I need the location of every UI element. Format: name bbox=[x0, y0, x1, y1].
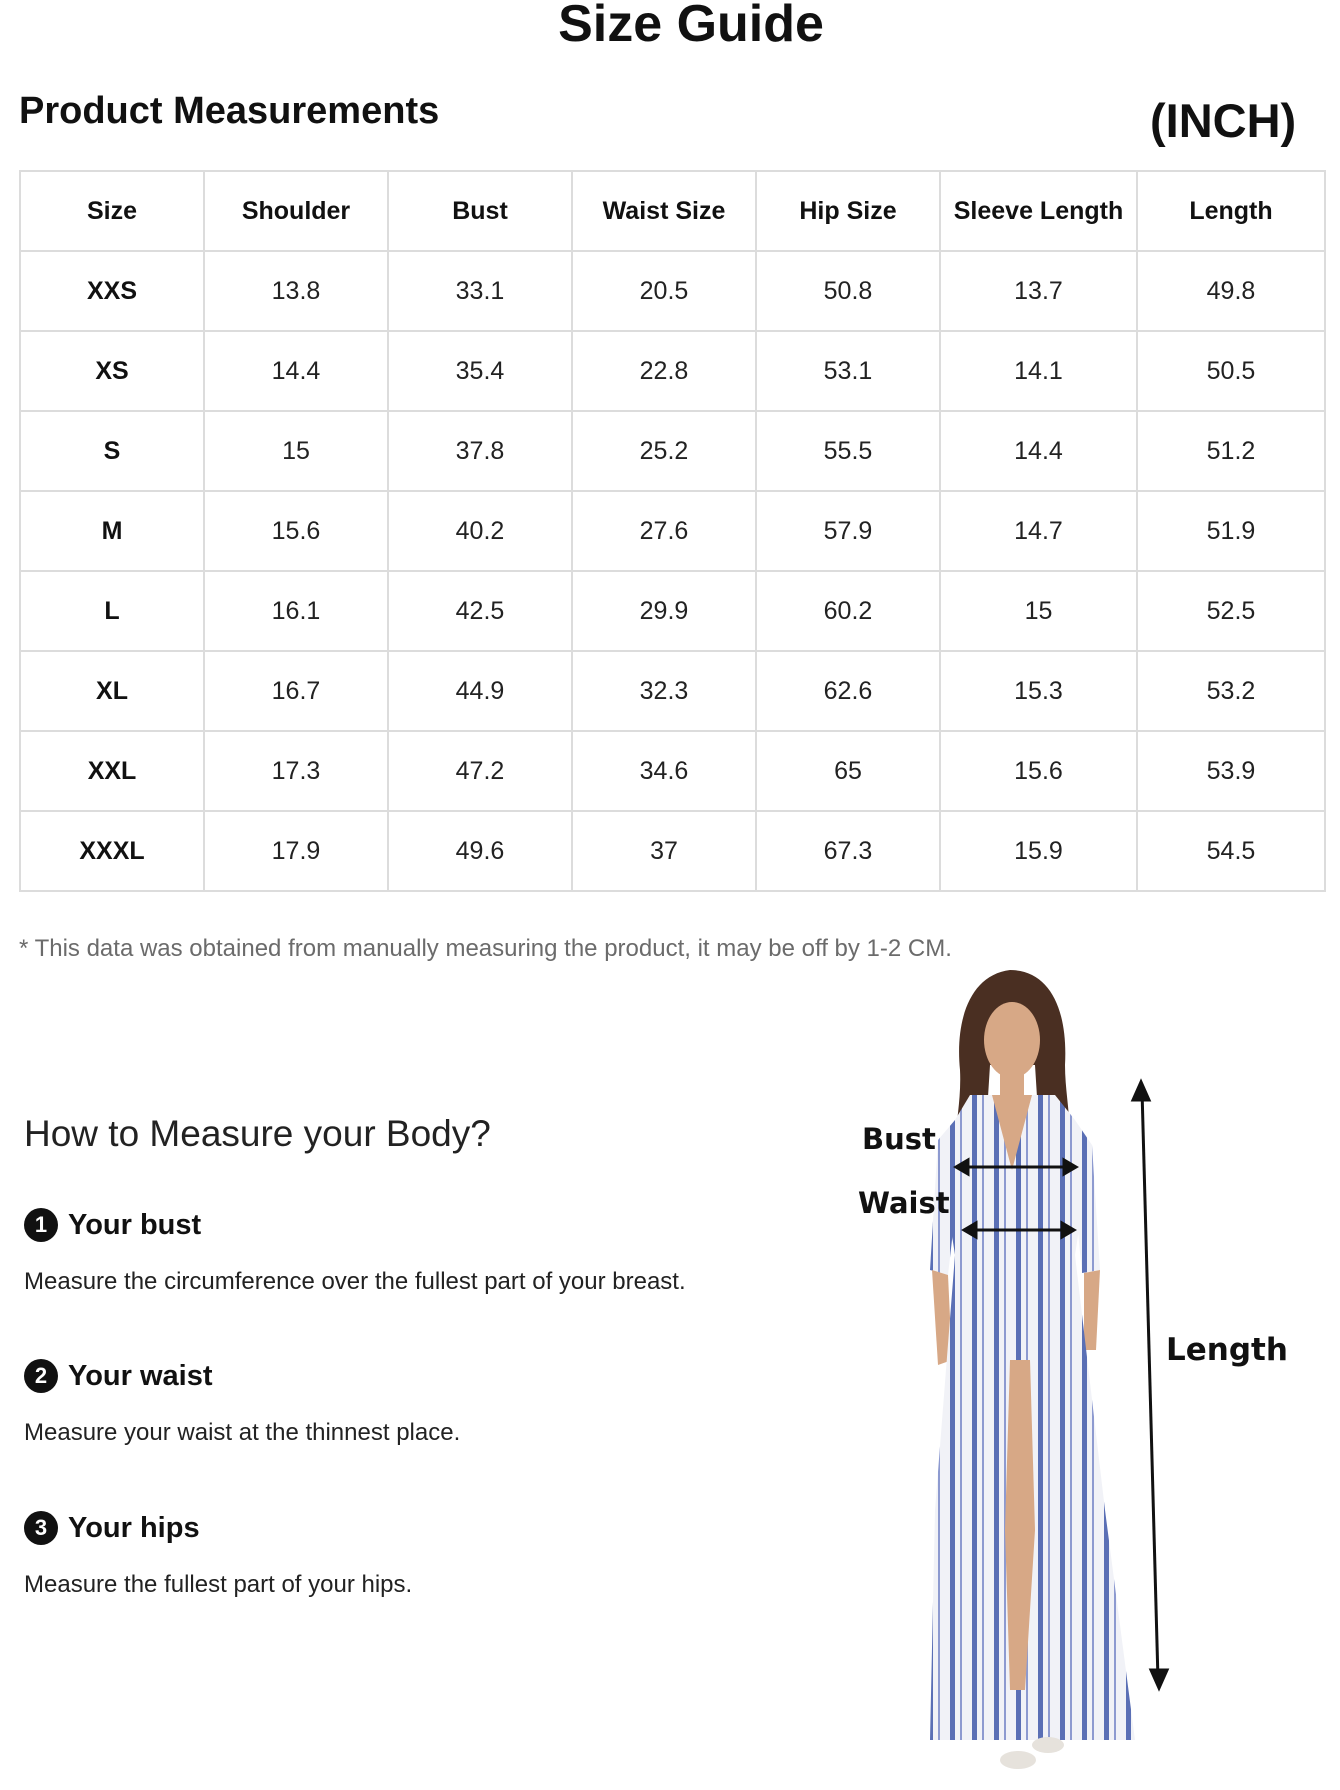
measurement-cell: 17.3 bbox=[204, 731, 388, 811]
table-row bbox=[20, 731, 1325, 811]
measurement-cell: 14.7 bbox=[940, 491, 1137, 571]
section-title: Product Measurements bbox=[19, 90, 440, 132]
model-figure bbox=[860, 970, 1320, 1785]
waist-label: Waist bbox=[858, 1186, 950, 1220]
step-title-text: Your bust bbox=[68, 1208, 202, 1241]
measurement-cell: 14.1 bbox=[940, 331, 1137, 411]
measurement-cell: 15.3 bbox=[940, 651, 1137, 731]
size-cell: XS bbox=[20, 331, 204, 411]
measurement-cell: 65 bbox=[756, 731, 940, 811]
model-illustration bbox=[860, 970, 1320, 1785]
page-title: Size Guide bbox=[558, 0, 824, 53]
size-cell: XXL bbox=[20, 731, 204, 811]
measurement-cell: 57.9 bbox=[756, 491, 940, 571]
measurement-cell: 33.1 bbox=[388, 251, 572, 331]
table-row bbox=[20, 571, 1325, 651]
measurement-cell: 51.9 bbox=[1137, 491, 1325, 571]
step-hips bbox=[24, 1511, 412, 1599]
table-row bbox=[20, 491, 1325, 571]
shoe-shape-2 bbox=[1032, 1737, 1064, 1753]
measurement-cell: 34.6 bbox=[572, 731, 756, 811]
measurement-cell: 52.5 bbox=[1137, 571, 1325, 651]
size-table bbox=[19, 170, 1326, 892]
measurement-cell: 16.1 bbox=[204, 571, 388, 651]
size-cell: XL bbox=[20, 651, 204, 731]
measurement-cell: 32.3 bbox=[572, 651, 756, 731]
measurement-cell: 37.8 bbox=[388, 411, 572, 491]
step-description: Measure the fullest part of your hips. bbox=[24, 1571, 413, 1598]
column-header: Bust bbox=[388, 171, 572, 251]
column-header: Waist Size bbox=[572, 171, 756, 251]
right-sleeve bbox=[1072, 1120, 1100, 1273]
table-header-row bbox=[20, 171, 1325, 251]
table-row bbox=[20, 251, 1325, 331]
step-title-text: Your waist bbox=[68, 1359, 213, 1392]
measurement-cell: 53.2 bbox=[1137, 651, 1325, 731]
measurement-cell: 55.5 bbox=[756, 411, 940, 491]
shoe-shape bbox=[1000, 1751, 1036, 1769]
measurement-cell: 44.9 bbox=[388, 651, 572, 731]
unit-label: (INCH) bbox=[1150, 94, 1297, 147]
measurement-cell: 14.4 bbox=[204, 331, 388, 411]
table-row bbox=[20, 811, 1325, 891]
step-title bbox=[24, 1208, 686, 1242]
column-header: Size bbox=[20, 171, 204, 251]
length-arrow bbox=[1133, 1082, 1167, 1688]
size-cell: M bbox=[20, 491, 204, 571]
measurement-cell: 53.9 bbox=[1137, 731, 1325, 811]
step-title bbox=[24, 1359, 460, 1393]
size-cell: S bbox=[20, 411, 204, 491]
measurement-cell: 14.4 bbox=[940, 411, 1137, 491]
measurement-cell: 60.2 bbox=[756, 571, 940, 651]
measurement-cell: 37 bbox=[572, 811, 756, 891]
measurement-cell: 51.2 bbox=[1137, 411, 1325, 491]
measurement-cell: 49.8 bbox=[1137, 251, 1325, 331]
number-1-icon: 1 bbox=[24, 1208, 58, 1242]
face-shape bbox=[984, 1002, 1040, 1078]
right-arm bbox=[1084, 1270, 1100, 1350]
measurement-cell: 15.9 bbox=[940, 811, 1137, 891]
step-title-text: Your hips bbox=[68, 1511, 200, 1544]
size-cell: XXS bbox=[20, 251, 204, 331]
measurement-note: * This data was obtained from manually measuring the product, it may be off by 1-2 CM. bbox=[19, 935, 952, 962]
measurement-cell: 15 bbox=[204, 411, 388, 491]
step-description: Measure the circumference over the fullest part of your breast. bbox=[24, 1268, 686, 1295]
measurement-cell: 16.7 bbox=[204, 651, 388, 731]
table-body bbox=[20, 251, 1325, 891]
measurement-cell: 50.8 bbox=[756, 251, 940, 331]
column-header: Sleeve Length bbox=[940, 171, 1137, 251]
measurement-cell: 49.6 bbox=[388, 811, 572, 891]
measurement-cell: 20.5 bbox=[572, 251, 756, 331]
measurement-cell: 54.5 bbox=[1137, 811, 1325, 891]
measurement-cell: 29.9 bbox=[572, 571, 756, 651]
measurement-cell: 62.6 bbox=[756, 651, 940, 731]
measurement-cell: 27.6 bbox=[572, 491, 756, 571]
measurement-cell: 13.7 bbox=[940, 251, 1137, 331]
measurement-cell: 35.4 bbox=[388, 331, 572, 411]
column-header: Shoulder bbox=[204, 171, 388, 251]
measurement-cell: 47.2 bbox=[388, 731, 572, 811]
measurement-cell: 17.9 bbox=[204, 811, 388, 891]
length-label: Length bbox=[1166, 1332, 1288, 1368]
table-row bbox=[20, 411, 1325, 491]
table-row bbox=[20, 651, 1325, 731]
measurement-cell: 22.8 bbox=[572, 331, 756, 411]
bust-label: Bust bbox=[862, 1122, 936, 1156]
measurement-cell: 42.5 bbox=[388, 571, 572, 651]
table-row bbox=[20, 331, 1325, 411]
step-description: Measure your waist at the thinnest place. bbox=[24, 1419, 461, 1446]
number-3-icon: 3 bbox=[24, 1511, 58, 1545]
measurement-cell: 53.1 bbox=[756, 331, 940, 411]
step-waist bbox=[24, 1359, 460, 1447]
step-bust bbox=[24, 1208, 686, 1296]
howto-heading: How to Measure your Body? bbox=[24, 1113, 491, 1154]
measurement-cell: 67.3 bbox=[756, 811, 940, 891]
column-header: Hip Size bbox=[756, 171, 940, 251]
measurement-cell: 25.2 bbox=[572, 411, 756, 491]
measurement-cell: 40.2 bbox=[388, 491, 572, 571]
measurement-cell: 13.8 bbox=[204, 251, 388, 331]
measurement-cell: 15 bbox=[940, 571, 1137, 651]
column-header: Length bbox=[1137, 171, 1325, 251]
measurement-cell: 15.6 bbox=[204, 491, 388, 571]
measurement-cell: 50.5 bbox=[1137, 331, 1325, 411]
measurement-cell: 15.6 bbox=[940, 731, 1137, 811]
step-title bbox=[24, 1511, 412, 1545]
size-cell: L bbox=[20, 571, 204, 651]
size-cell: XXXL bbox=[20, 811, 204, 891]
number-2-icon: 2 bbox=[24, 1359, 58, 1393]
